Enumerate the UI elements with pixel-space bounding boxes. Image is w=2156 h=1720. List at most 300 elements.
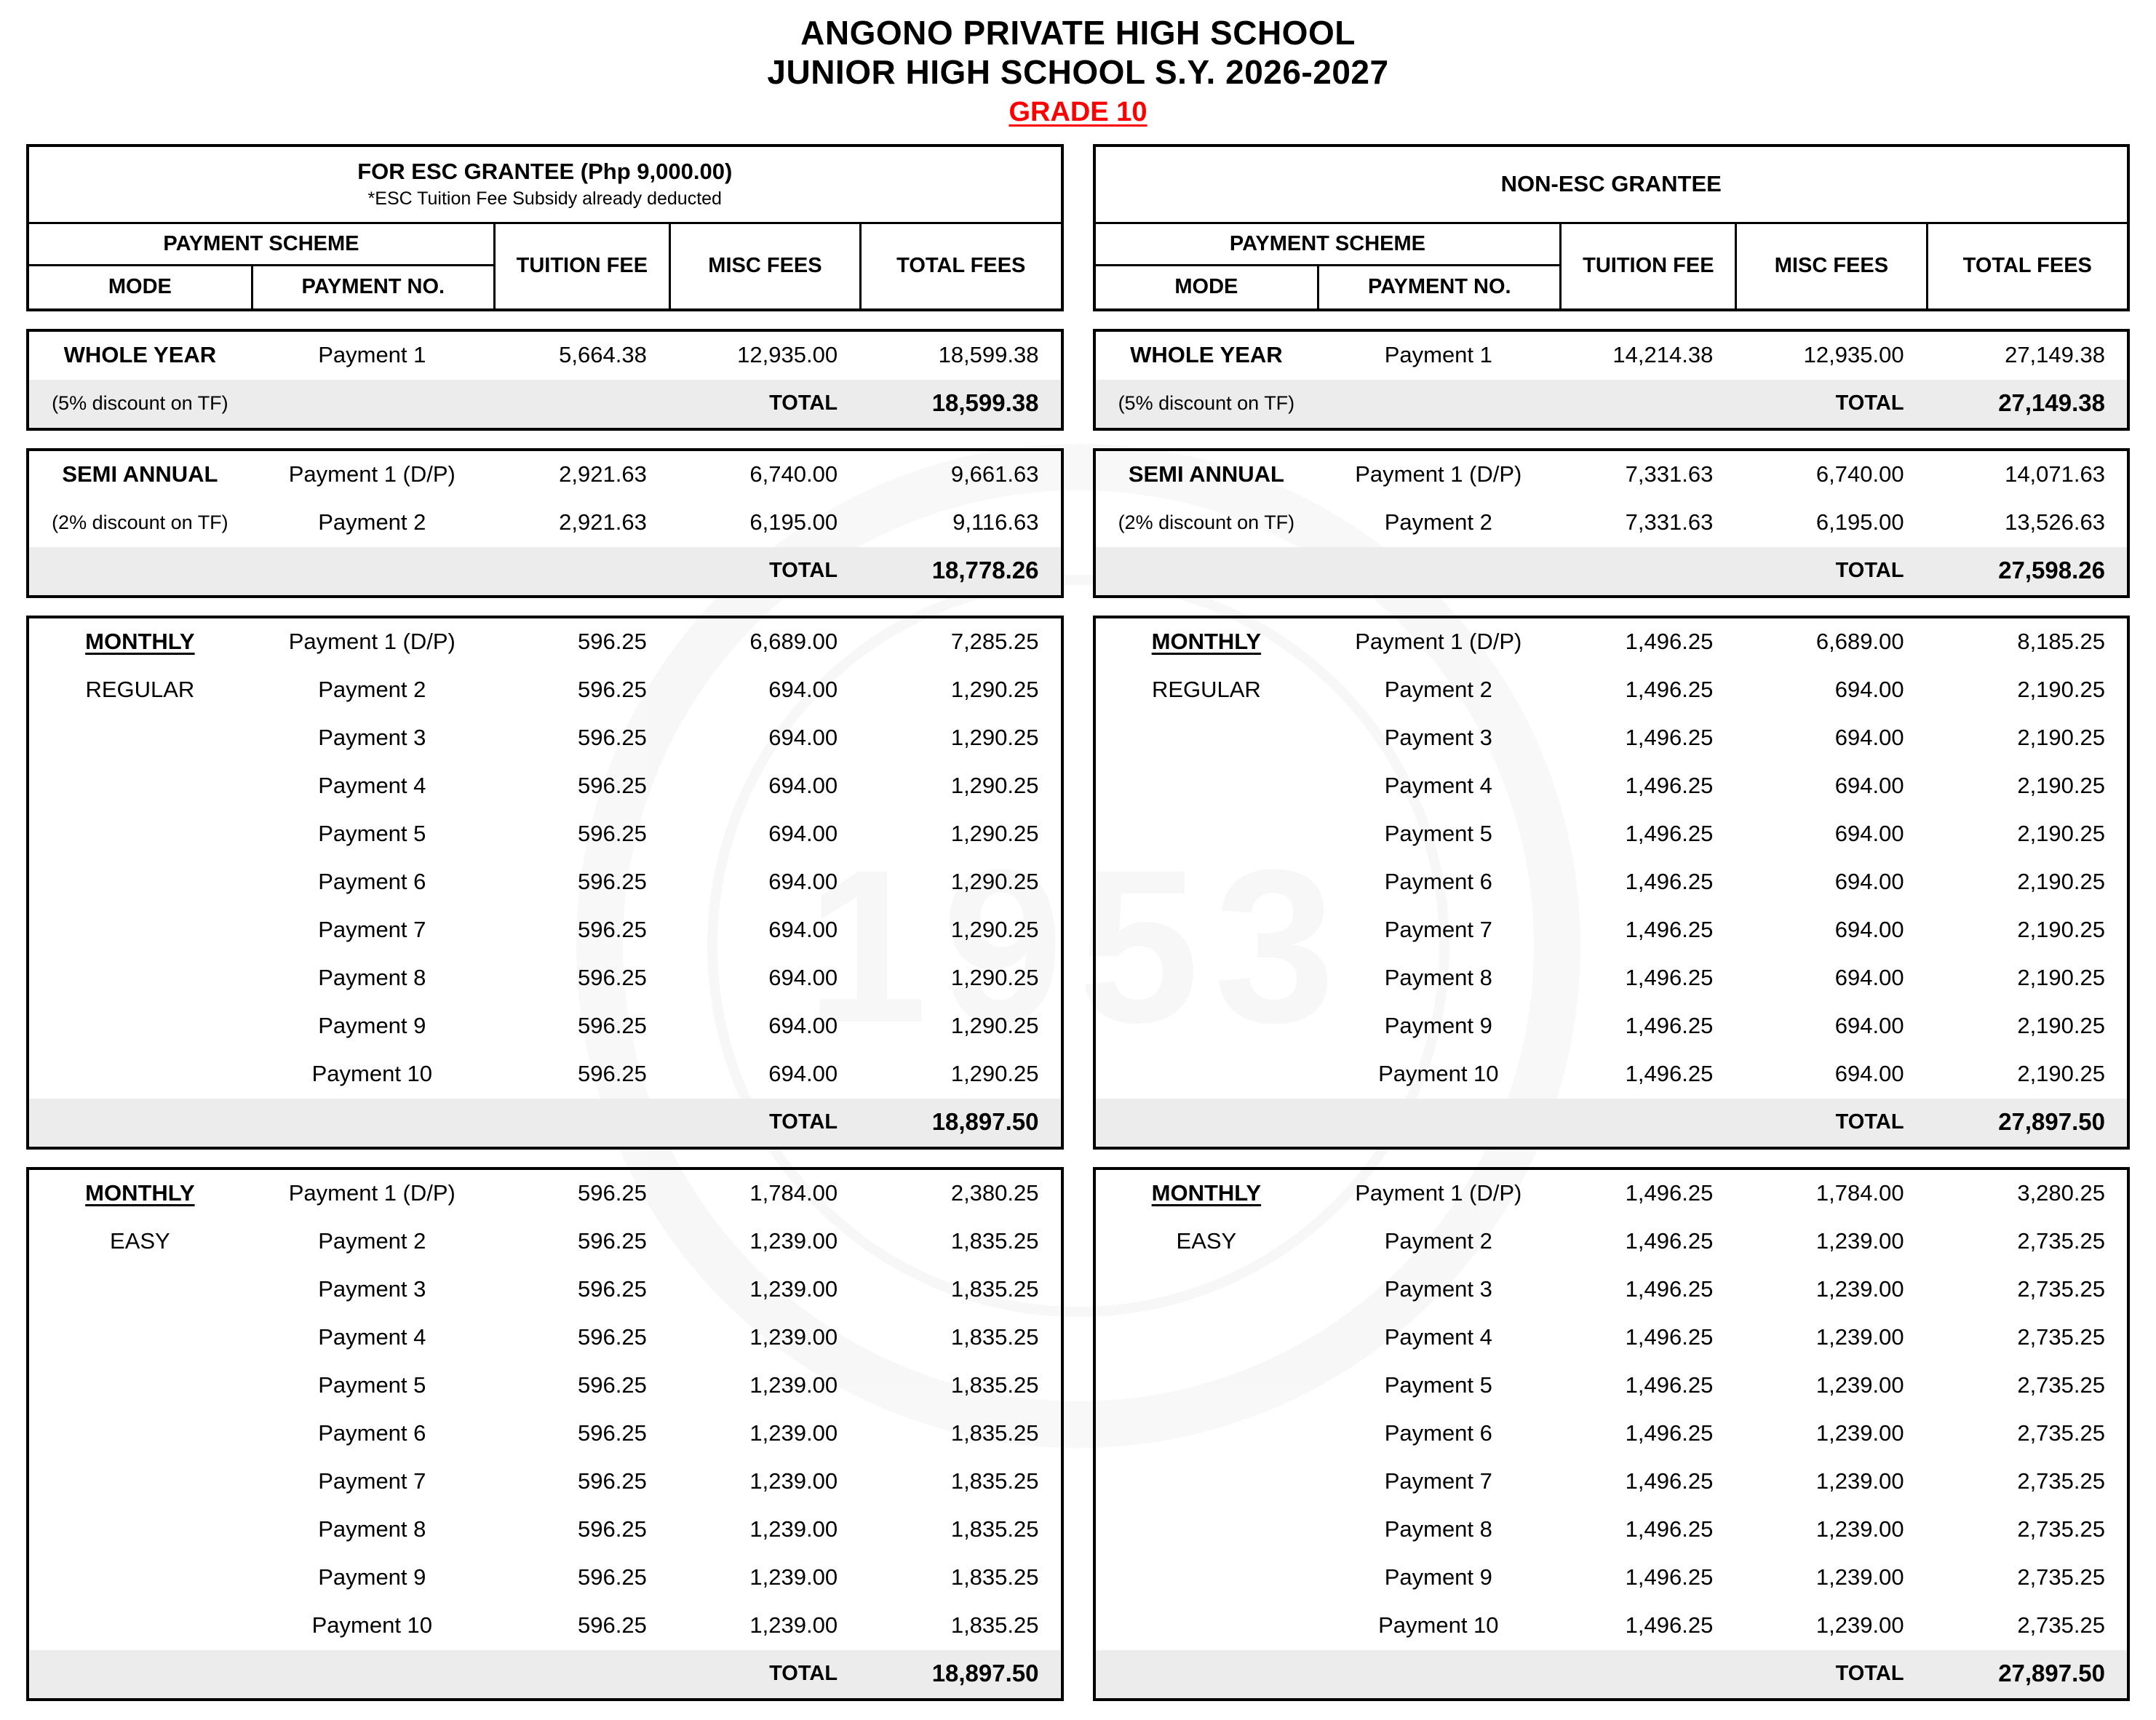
mode-cell: MONTHLY	[85, 629, 195, 655]
payment-row	[29, 618, 1061, 666]
payment-row	[1096, 1314, 2128, 1362]
total-fees-value: 1,835.25	[950, 1612, 1039, 1639]
tuition-fee-value: 596.25	[578, 869, 647, 895]
payment-row	[29, 1266, 1061, 1314]
fee-section-semi-annual	[1093, 448, 2131, 598]
misc-fees-value: 1,239.00	[1815, 1564, 1904, 1590]
total-fees-value: 2,735.25	[2017, 1612, 2105, 1639]
esc-table-title: FOR ESC GRANTEE (Php 9,000.00)	[357, 159, 733, 185]
mode-header: MODE	[108, 275, 172, 299]
payment-no-cell: Payment 7	[1384, 1468, 1492, 1494]
payment-no-cell: Payment 9	[318, 1013, 426, 1039]
payment-no-cell: Payment 6	[318, 869, 426, 895]
misc-fees-value: 1,239.00	[749, 1564, 838, 1590]
tuition-fee-value: 596.25	[578, 1372, 647, 1398]
misc-fees-value: 694.00	[768, 677, 838, 703]
misc-fees-value: 1,239.00	[749, 1420, 838, 1446]
payment-row	[1096, 1003, 2128, 1051]
total-fees-value: 1,290.25	[950, 773, 1039, 799]
mode-cell: EASY	[1176, 1228, 1237, 1254]
total-label: TOTAL	[1835, 391, 1904, 415]
total-label: TOTAL	[769, 1661, 838, 1685]
payment-no-cell: Payment 4	[318, 773, 426, 799]
mode-cell: MONTHLY	[1151, 629, 1262, 655]
misc-fees-value: 1,784.00	[1815, 1180, 1904, 1206]
tuition-fee-value: 596.25	[578, 1061, 647, 1087]
misc-fees-header: MISC FEES	[669, 224, 859, 308]
misc-fees-value: 694.00	[768, 965, 838, 991]
payment-row	[29, 1170, 1061, 1218]
payment-no-cell: Payment 2	[318, 1228, 426, 1254]
tuition-fee-value: 1,496.25	[1625, 1180, 1714, 1206]
tuition-fee-value: 596.25	[578, 1468, 647, 1494]
tuition-fee-value: 7,331.63	[1625, 509, 1714, 535]
fee-section-monthly-regular	[26, 616, 1064, 1150]
payment-row	[1096, 1266, 2128, 1314]
tuition-fee-header: TUITION FEE	[493, 224, 669, 308]
misc-fees-value: 6,689.00	[1815, 629, 1904, 655]
tuition-fee-header: TUITION FEE	[1559, 224, 1735, 308]
tuition-fee-value: 1,496.25	[1625, 917, 1714, 943]
total-fees-value: 9,116.63	[952, 509, 1039, 535]
total-label: TOTAL	[769, 558, 838, 582]
payment-no-cell: Payment 2	[318, 509, 426, 535]
misc-fees-value: 694.00	[1834, 1013, 1904, 1039]
payment-row	[29, 1051, 1061, 1099]
payment-row	[1096, 1554, 2128, 1602]
total-fees-value: 2,190.25	[2017, 725, 2105, 751]
payment-no-cell: Payment 1 (D/P)	[288, 1180, 456, 1206]
fee-section-whole-year	[1093, 329, 2131, 431]
payment-no-cell: Payment 8	[318, 965, 426, 991]
misc-fees-value: 12,935.00	[1803, 342, 1904, 368]
total-fees-value: 2,190.25	[2017, 677, 2105, 703]
misc-fees-value: 694.00	[1834, 917, 1904, 943]
total-amount: 27,149.38	[1998, 389, 2105, 417]
payment-row	[1096, 1362, 2128, 1410]
misc-fees-value: 12,935.00	[737, 342, 838, 368]
payment-no-cell: Payment 1 (D/P)	[288, 461, 456, 487]
misc-fees-value: 694.00	[768, 773, 838, 799]
payment-row	[1096, 451, 2128, 499]
payment-row	[1096, 499, 2128, 547]
non-esc-table-header	[1093, 144, 2131, 311]
total-label: TOTAL	[1835, 558, 1904, 582]
tuition-fee-value: 596.25	[578, 1516, 647, 1542]
misc-fees-value: 694.00	[768, 725, 838, 751]
payment-no-cell: Payment 10	[311, 1061, 433, 1087]
payment-no-header: PAYMENT NO.	[1317, 266, 1559, 308]
misc-fees-value: 1,239.00	[749, 1468, 838, 1494]
misc-fees-header: MISC FEES	[1735, 224, 1925, 308]
misc-fees-value: 694.00	[1834, 773, 1904, 799]
payment-row	[29, 1362, 1061, 1410]
payment-row	[29, 1003, 1061, 1051]
grade-label: GRADE 10	[1009, 96, 1147, 127]
payment-no-cell: Payment 2	[318, 677, 426, 703]
payment-no-cell: Payment 10	[1378, 1612, 1499, 1639]
total-fees-value: 1,835.25	[950, 1516, 1039, 1542]
payment-row	[29, 859, 1061, 907]
total-row	[1096, 380, 2128, 428]
payment-row	[29, 666, 1061, 714]
payment-no-cell: Payment 10	[1378, 1061, 1499, 1087]
payment-row	[1096, 1458, 2128, 1506]
payment-row	[29, 1554, 1061, 1602]
mode-cell: WHOLE YEAR	[1130, 342, 1283, 368]
payment-row	[29, 955, 1061, 1003]
tuition-fee-value: 2,921.63	[559, 509, 647, 535]
misc-fees-value: 694.00	[768, 1061, 838, 1087]
tuition-fee-value: 596.25	[578, 917, 647, 943]
total-fees-value: 2,380.25	[950, 1180, 1039, 1206]
total-fees-value: 1,835.25	[950, 1276, 1039, 1302]
total-row	[1096, 1099, 2128, 1147]
payment-row	[29, 763, 1061, 811]
total-fees-value: 14,071.63	[2005, 461, 2105, 487]
payment-row	[1096, 1506, 2128, 1554]
esc-title-cell	[29, 147, 1061, 224]
payment-no-cell: Payment 2	[1384, 677, 1492, 703]
payment-no-cell: Payment 5	[318, 1372, 426, 1398]
non-esc-table-title: NON-ESC GRANTEE	[1500, 171, 1722, 197]
payment-row	[29, 451, 1061, 499]
payment-row	[1096, 332, 2128, 380]
total-fees-value: 1,835.25	[950, 1324, 1039, 1350]
total-fees-value: 1,290.25	[950, 725, 1039, 751]
payment-row	[1096, 1170, 2128, 1218]
esc-sections	[26, 329, 1064, 1701]
payment-row	[29, 1410, 1061, 1458]
fee-section-whole-year	[26, 329, 1064, 431]
total-fees-header: TOTAL FEES	[1926, 224, 2127, 308]
total-amount: 18,778.26	[931, 557, 1039, 584]
total-fees-value: 2,190.25	[2017, 869, 2105, 895]
page-header	[26, 13, 2130, 128]
total-fees-value: 9,661.63	[950, 461, 1039, 487]
misc-fees-value: 6,740.00	[749, 461, 838, 487]
misc-fees-value: 6,195.00	[1815, 509, 1904, 535]
tuition-fee-value: 1,496.25	[1625, 677, 1714, 703]
school-year-line: JUNIOR HIGH SCHOOL S.Y. 2026-2027	[767, 53, 1389, 92]
tuition-fee-value: 596.25	[578, 821, 647, 847]
payment-no-cell: Payment 1 (D/P)	[288, 629, 456, 655]
esc-table-subtitle: *ESC Tuition Fee Subsidy already deducted	[367, 188, 722, 210]
misc-fees-value: 1,239.00	[1815, 1228, 1904, 1254]
payment-no-cell: Payment 10	[311, 1612, 433, 1639]
total-amount: 18,599.38	[931, 389, 1039, 417]
misc-fees-value: 694.00	[1834, 965, 1904, 991]
total-fees-value: 2,735.25	[2017, 1276, 2105, 1302]
tuition-fee-value: 596.25	[578, 629, 647, 655]
payment-no-cell: Payment 1 (D/P)	[1355, 461, 1522, 487]
tuition-fee-value: 1,496.25	[1625, 1564, 1714, 1590]
tuition-fee-value: 596.25	[578, 1324, 647, 1350]
payment-scheme-header: PAYMENT SCHEME	[29, 224, 493, 266]
total-label: TOTAL	[1835, 1110, 1904, 1134]
non-esc-grantee-table	[1093, 144, 2131, 1701]
misc-fees-value: 6,195.00	[749, 509, 838, 535]
payment-no-cell: Payment 3	[1384, 725, 1492, 751]
total-row	[29, 1099, 1061, 1147]
total-fees-value: 2,190.25	[2017, 821, 2105, 847]
payment-no-cell: Payment 4	[318, 1324, 426, 1350]
misc-fees-value: 6,689.00	[749, 629, 838, 655]
mode-cell: (5% discount on TF)	[1118, 391, 1295, 414]
payment-no-cell: Payment 3	[318, 725, 426, 751]
mode-cell: SEMI ANNUAL	[62, 461, 218, 487]
total-amount: 27,897.50	[1998, 1108, 2105, 1136]
payment-no-cell: Payment 6	[1384, 1420, 1492, 1446]
payment-no-cell: Payment 1 (D/P)	[1355, 1180, 1522, 1206]
total-fees-value: 1,835.25	[950, 1228, 1039, 1254]
total-fees-value: 1,290.25	[950, 677, 1039, 703]
misc-fees-value: 694.00	[1834, 725, 1904, 751]
payment-row	[29, 1506, 1061, 1554]
tuition-fee-value: 596.25	[578, 725, 647, 751]
total-fees-value: 1,290.25	[950, 917, 1039, 943]
misc-fees-value: 694.00	[768, 1013, 838, 1039]
payment-row	[29, 714, 1061, 763]
misc-fees-value: 1,239.00	[1815, 1612, 1904, 1639]
payment-row	[1096, 907, 2128, 955]
payment-row	[29, 907, 1061, 955]
total-fees-value: 18,599.38	[938, 342, 1039, 368]
school-name: ANGONO PRIVATE HIGH SCHOOL	[800, 14, 1356, 52]
tuition-fee-value: 596.25	[578, 1420, 647, 1446]
payment-no-cell: Payment 5	[318, 821, 426, 847]
payment-no-cell: Payment 3	[1384, 1276, 1492, 1302]
total-fees-value: 2,735.25	[2017, 1564, 2105, 1590]
tuition-fee-value: 1,496.25	[1625, 1612, 1714, 1639]
payment-row	[1096, 859, 2128, 907]
payment-row	[1096, 763, 2128, 811]
tuition-fee-value: 596.25	[578, 773, 647, 799]
total-fees-value: 1,290.25	[950, 821, 1039, 847]
misc-fees-value: 1,239.00	[749, 1276, 838, 1302]
misc-fees-value: 1,239.00	[749, 1372, 838, 1398]
total-row	[1096, 1650, 2128, 1698]
payment-no-cell: Payment 1 (D/P)	[1355, 629, 1522, 655]
tuition-fee-value: 1,496.25	[1625, 1420, 1714, 1446]
total-fees-value: 1,290.25	[950, 1013, 1039, 1039]
payment-row	[29, 1458, 1061, 1506]
tuition-fee-value: 596.25	[578, 1276, 647, 1302]
total-label: TOTAL	[1835, 1661, 1904, 1685]
misc-fees-value: 1,239.00	[1815, 1516, 1904, 1542]
payment-row	[1096, 811, 2128, 859]
total-row	[1096, 547, 2128, 595]
tuition-fee-value: 7,331.63	[1625, 461, 1714, 487]
fee-section-monthly-easy	[1093, 1167, 2131, 1701]
mode-cell: MONTHLY	[1151, 1180, 1262, 1206]
mode-cell: (2% discount on TF)	[52, 511, 228, 533]
misc-fees-value: 1,239.00	[1815, 1324, 1904, 1350]
total-fees-value: 2,735.25	[2017, 1228, 2105, 1254]
total-row	[29, 380, 1061, 428]
payment-no-header: PAYMENT NO.	[251, 266, 493, 308]
mode-cell: (2% discount on TF)	[1118, 511, 1295, 533]
misc-fees-value: 694.00	[768, 821, 838, 847]
misc-fees-value: 694.00	[1834, 677, 1904, 703]
esc-grantee-table	[26, 144, 1064, 1701]
payment-no-cell: Payment 8	[318, 1516, 426, 1542]
payment-no-cell: Payment 6	[1384, 869, 1492, 895]
total-amount: 27,598.26	[1998, 557, 2105, 584]
payment-scheme-header: PAYMENT SCHEME	[1096, 224, 1560, 266]
payment-row	[1096, 618, 2128, 666]
total-fees-value: 2,735.25	[2017, 1420, 2105, 1446]
tuition-fee-value: 1,496.25	[1625, 1468, 1714, 1494]
misc-fees-value: 694.00	[1834, 869, 1904, 895]
tuition-fee-value: 1,496.25	[1625, 821, 1714, 847]
payment-no-cell: Payment 7	[318, 1468, 426, 1494]
payment-no-cell: Payment 7	[1384, 917, 1492, 943]
total-fees-value: 1,835.25	[950, 1564, 1039, 1590]
tuition-fee-value: 1,496.25	[1625, 773, 1714, 799]
misc-fees-value: 1,239.00	[749, 1228, 838, 1254]
misc-fees-value: 1,784.00	[749, 1180, 838, 1206]
esc-column-headers	[29, 224, 1061, 308]
misc-fees-value: 694.00	[768, 917, 838, 943]
tuition-fee-value: 1,496.25	[1625, 1276, 1714, 1302]
misc-fees-value: 1,239.00	[1815, 1468, 1904, 1494]
payment-row	[1096, 1218, 2128, 1266]
payment-no-cell: Payment 9	[1384, 1013, 1492, 1039]
misc-fees-value: 1,239.00	[749, 1516, 838, 1542]
total-fees-value: 1,835.25	[950, 1420, 1039, 1446]
payment-no-cell: Payment 4	[1384, 1324, 1492, 1350]
misc-fees-value: 1,239.00	[1815, 1276, 1904, 1302]
total-amount: 18,897.50	[931, 1108, 1039, 1136]
payment-row	[1096, 666, 2128, 714]
tuition-fee-value: 1,496.25	[1625, 1061, 1714, 1087]
total-fees-value: 8,185.25	[2017, 629, 2105, 655]
fee-tables-container	[26, 144, 2130, 1701]
fee-section-monthly-regular	[1093, 616, 2131, 1150]
total-fees-value: 2,190.25	[2017, 1013, 2105, 1039]
payment-row	[1096, 1410, 2128, 1458]
payment-no-cell: Payment 1	[1384, 342, 1492, 368]
non-esc-column-headers	[1096, 224, 2128, 308]
payment-row	[1096, 714, 2128, 763]
total-amount: 18,897.50	[931, 1660, 1039, 1687]
misc-fees-value: 694.00	[1834, 1061, 1904, 1087]
tuition-fee-value: 2,921.63	[559, 461, 647, 487]
total-row	[29, 547, 1061, 595]
tuition-fee-value: 1,496.25	[1625, 629, 1714, 655]
total-fees-value: 1,290.25	[950, 965, 1039, 991]
payment-no-cell: Payment 5	[1384, 1372, 1492, 1398]
payment-row	[29, 332, 1061, 380]
misc-fees-value: 1,239.00	[1815, 1420, 1904, 1446]
tuition-fee-value: 1,496.25	[1625, 1516, 1714, 1542]
payment-row	[29, 499, 1061, 547]
tuition-fee-value: 1,496.25	[1625, 869, 1714, 895]
total-fees-value: 2,190.25	[2017, 917, 2105, 943]
total-fees-value: 7,285.25	[950, 629, 1039, 655]
misc-fees-value: 1,239.00	[1815, 1372, 1904, 1398]
tuition-fee-value: 1,496.25	[1625, 965, 1714, 991]
misc-fees-value: 1,239.00	[749, 1324, 838, 1350]
payment-no-cell: Payment 2	[1384, 1228, 1492, 1254]
total-fees-value: 1,835.25	[950, 1468, 1039, 1494]
non-esc-sections	[1093, 329, 2131, 1701]
mode-cell: MONTHLY	[85, 1180, 195, 1206]
mode-cell: SEMI ANNUAL	[1128, 461, 1284, 487]
total-fees-value: 1,290.25	[950, 869, 1039, 895]
total-fees-header: TOTAL FEES	[859, 224, 1060, 308]
total-fees-value: 2,190.25	[2017, 773, 2105, 799]
misc-fees-value: 694.00	[1834, 821, 1904, 847]
payment-no-cell: Payment 9	[318, 1564, 426, 1590]
non-esc-title-cell	[1096, 147, 2128, 224]
payment-no-cell: Payment 1	[318, 342, 426, 368]
tuition-fee-value: 596.25	[578, 677, 647, 703]
payment-no-cell: Payment 9	[1384, 1564, 1492, 1590]
mode-cell: EASY	[110, 1228, 170, 1254]
tuition-fee-value: 1,496.25	[1625, 1372, 1714, 1398]
total-fees-value: 2,735.25	[2017, 1372, 2105, 1398]
total-fees-value: 2,190.25	[2017, 1061, 2105, 1087]
total-fees-value: 3,280.25	[2017, 1180, 2105, 1206]
total-label: TOTAL	[769, 1110, 838, 1134]
total-label: TOTAL	[769, 391, 838, 415]
payment-no-cell: Payment 2	[1384, 509, 1492, 535]
payment-row	[29, 811, 1061, 859]
tuition-fee-value: 14,214.38	[1612, 342, 1714, 368]
tuition-fee-value: 596.25	[578, 1228, 647, 1254]
payment-row	[29, 1218, 1061, 1266]
payment-no-cell: Payment 6	[318, 1420, 426, 1446]
tuition-fee-value: 596.25	[578, 1612, 647, 1639]
fee-section-semi-annual	[26, 448, 1064, 598]
tuition-fee-value: 1,496.25	[1625, 1013, 1714, 1039]
mode-cell: WHOLE YEAR	[63, 342, 217, 368]
total-amount: 27,897.50	[1998, 1660, 2105, 1687]
payment-no-cell: Payment 8	[1384, 1516, 1492, 1542]
payment-no-cell: Payment 8	[1384, 965, 1492, 991]
payment-no-cell: Payment 5	[1384, 821, 1492, 847]
total-fees-value: 1,835.25	[950, 1372, 1039, 1398]
esc-table-header	[26, 144, 1064, 311]
fee-section-monthly-easy	[26, 1167, 1064, 1701]
payment-row	[29, 1602, 1061, 1650]
total-row	[29, 1650, 1061, 1698]
mode-header: MODE	[1174, 275, 1238, 299]
payment-row	[29, 1314, 1061, 1362]
misc-fees-value: 694.00	[768, 869, 838, 895]
payment-no-cell: Payment 7	[318, 917, 426, 943]
tuition-fee-value: 596.25	[578, 965, 647, 991]
payment-row	[1096, 1051, 2128, 1099]
tuition-fee-value: 5,664.38	[559, 342, 647, 368]
payment-no-cell: Payment 4	[1384, 773, 1492, 799]
total-fees-value: 2,190.25	[2017, 965, 2105, 991]
mode-cell: REGULAR	[1151, 677, 1261, 703]
total-fees-value: 2,735.25	[2017, 1468, 2105, 1494]
mode-cell: (5% discount on TF)	[52, 391, 228, 414]
payment-no-cell: Payment 3	[318, 1276, 426, 1302]
total-fees-value: 13,526.63	[2005, 509, 2105, 535]
total-fees-value: 2,735.25	[2017, 1516, 2105, 1542]
tuition-fee-value: 1,496.25	[1625, 1324, 1714, 1350]
total-fees-value: 27,149.38	[2005, 342, 2105, 368]
tuition-fee-value: 596.25	[578, 1180, 647, 1206]
tuition-fee-value: 1,496.25	[1625, 1228, 1714, 1254]
misc-fees-value: 1,239.00	[749, 1612, 838, 1639]
tuition-fee-value: 596.25	[578, 1013, 647, 1039]
